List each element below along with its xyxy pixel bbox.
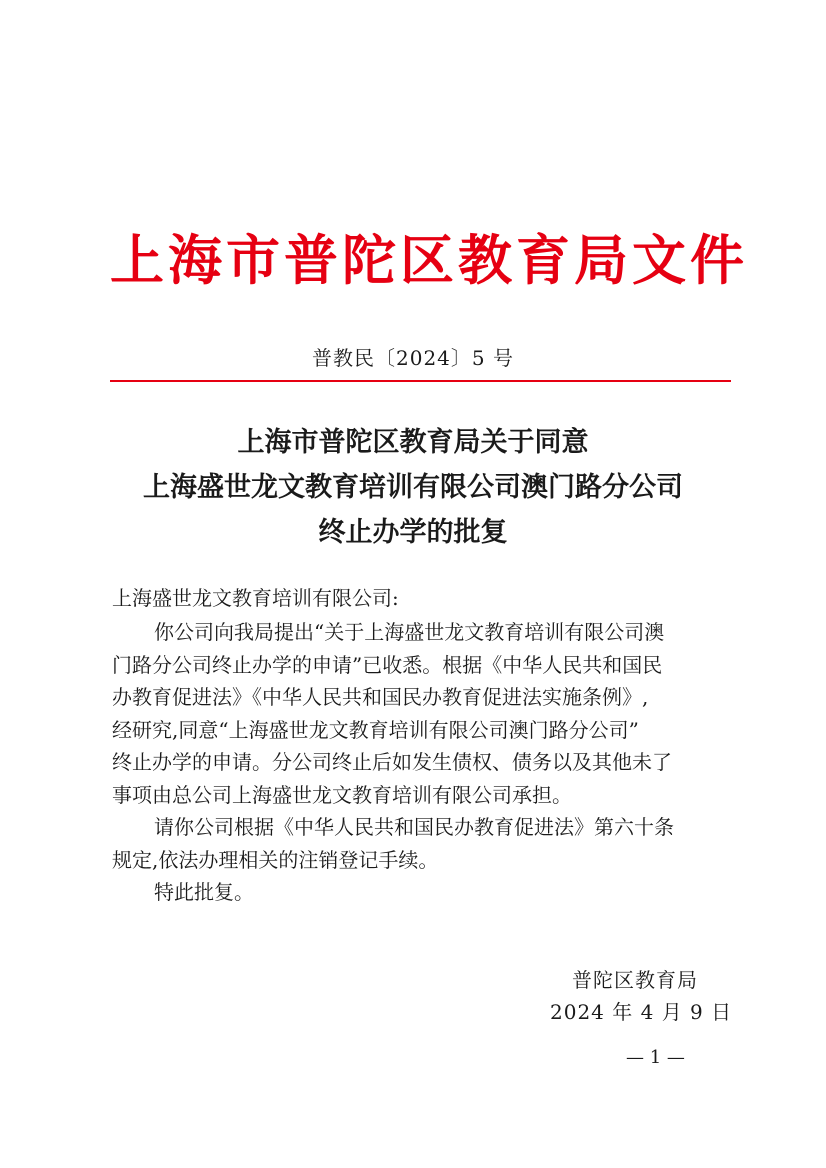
document-number: 普教民〔2024〕5 号 [312,346,514,370]
signature-organization: 普陀区教育局 [572,968,698,992]
body-line: 经研究,同意“上海盛世龙文教育培训有限公司澳门路分公司” [112,717,639,742]
subject-line-2: 上海盛世龙文教育培训有限公司澳门路分公司 [143,472,683,503]
body-line: 办教育促进法》《中华人民共和国民办教育促进法实施条例》, [112,685,649,709]
document-header-title: 上海市普陀区教育局文件 [110,228,748,292]
body-line: 规定,依法办理相关的注销登记手续。 [112,847,439,872]
header-red-divider [110,380,731,382]
body-line: 终止办学的申请。分公司终止后如发生债权、债务以及其他未了 [112,750,672,774]
document-body [112,616,726,909]
body-line: 门路分公司终止办学的申请”已收悉。根据《中华人民共和国民 [112,652,663,677]
salutation: 上海盛世龙文教育培训有限公司: [112,586,399,610]
document-subject [0,420,826,555]
signature-date: 2024 年 4 月 9 日 [550,1000,733,1024]
body-line: 特此批复。 [154,880,254,904]
page-number: — 1 — [626,1047,685,1068]
body-line: 事项由总公司上海盛世龙文教育培训有限公司承担。 [112,782,572,807]
subject-line-3: 终止办学的批复 [318,517,508,548]
body-line: 请你公司根据《中华人民共和国民办教育促进法》第六十条 [154,815,674,839]
body-line: 你公司向我局提出“关于上海盛世龙文教育培训有限公司澳 [154,620,665,644]
subject-line-1: 上海市普陀区教育局关于同意 [237,427,589,458]
